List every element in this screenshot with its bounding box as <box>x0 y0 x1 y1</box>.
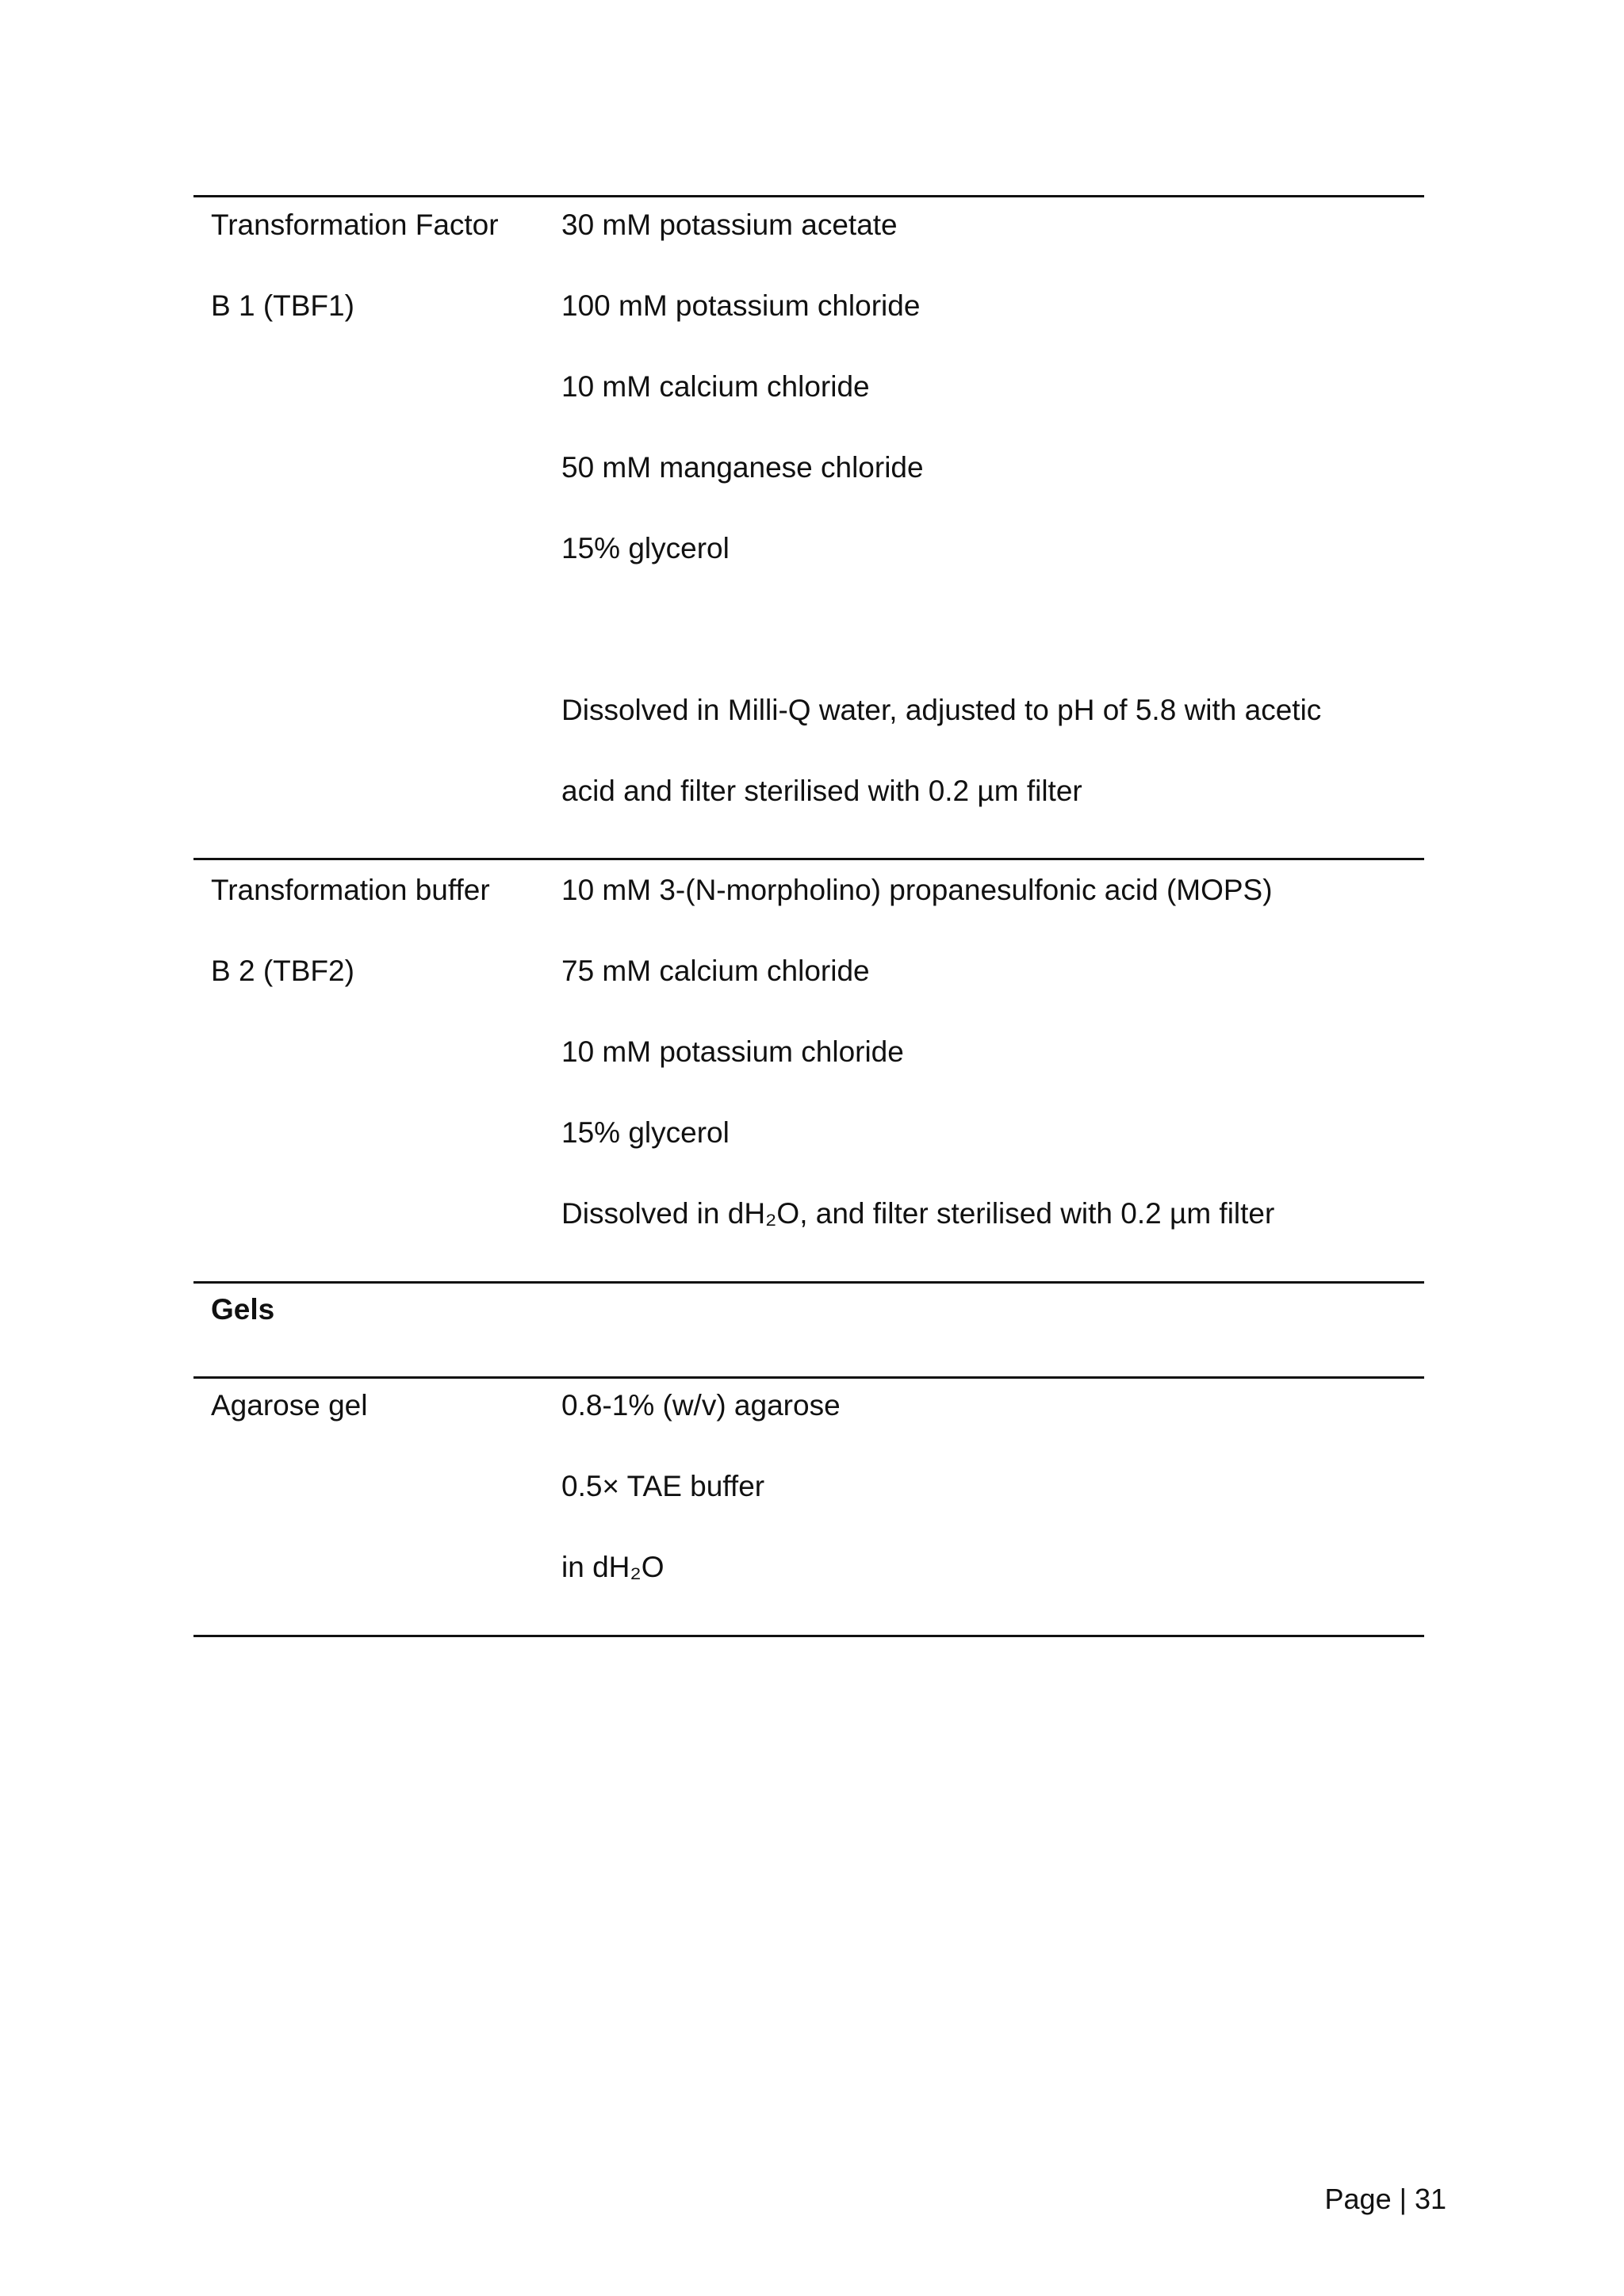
page-footer <box>1325 2182 1446 2217</box>
tbf1-note-line2: acid and filter sterilised with 0.2 µm filter <box>561 775 1082 807</box>
tbf1-label-line1: Transformation Factor <box>211 209 499 241</box>
gels-section-heading: Gels <box>211 1293 275 1326</box>
tbf1-note-line1: Dissolved in Milli-Q water, adjusted to pH of 5.8 with acetic <box>561 694 1322 726</box>
table-rule-bottom <box>193 1635 1424 1637</box>
agarose-item: 0.5× TAE buffer <box>561 1470 765 1502</box>
tbf1-item: 15% glycerol <box>561 532 730 564</box>
tbf2-item: 10 mM 3-(N-morpholino) propanesulfonic acid (MOPS) <box>561 874 1273 906</box>
page-label: Page <box>1324 2183 1392 2215</box>
tbf1-item: 100 mM potassium chloride <box>561 289 921 322</box>
agarose-label: Agarose gel <box>211 1389 368 1422</box>
tbf2-item: 75 mM calcium chloride <box>561 955 870 987</box>
table-rule-top <box>193 195 1424 197</box>
table-rule <box>193 1376 1424 1379</box>
agarose-item: 0.8-1% (w/v) agarose <box>561 1389 841 1422</box>
table-rule <box>193 1281 1424 1284</box>
tbf2-item: 10 mM potassium chloride <box>561 1035 904 1068</box>
tbf2-label-line2: B 2 (TBF2) <box>211 955 354 987</box>
tbf1-item: 10 mM calcium chloride <box>561 370 870 403</box>
tbf1-item: 30 mM potassium acetate <box>561 209 898 241</box>
tbf2-label-line1: Transformation buffer <box>211 874 490 906</box>
tbf2-item: 15% glycerol <box>561 1116 730 1149</box>
table-rule <box>193 858 1424 860</box>
page-number: 31 <box>1414 2183 1446 2215</box>
tbf1-label-line2: B 1 (TBF1) <box>211 289 354 322</box>
footer-separator: | <box>1399 2183 1407 2215</box>
tbf2-item: Dissolved in dH₂O, and filter sterilised with 0.2 µm filter <box>561 1197 1275 1230</box>
agarose-item: in dH₂O <box>561 1551 665 1583</box>
tbf1-item: 50 mM manganese chloride <box>561 451 924 484</box>
